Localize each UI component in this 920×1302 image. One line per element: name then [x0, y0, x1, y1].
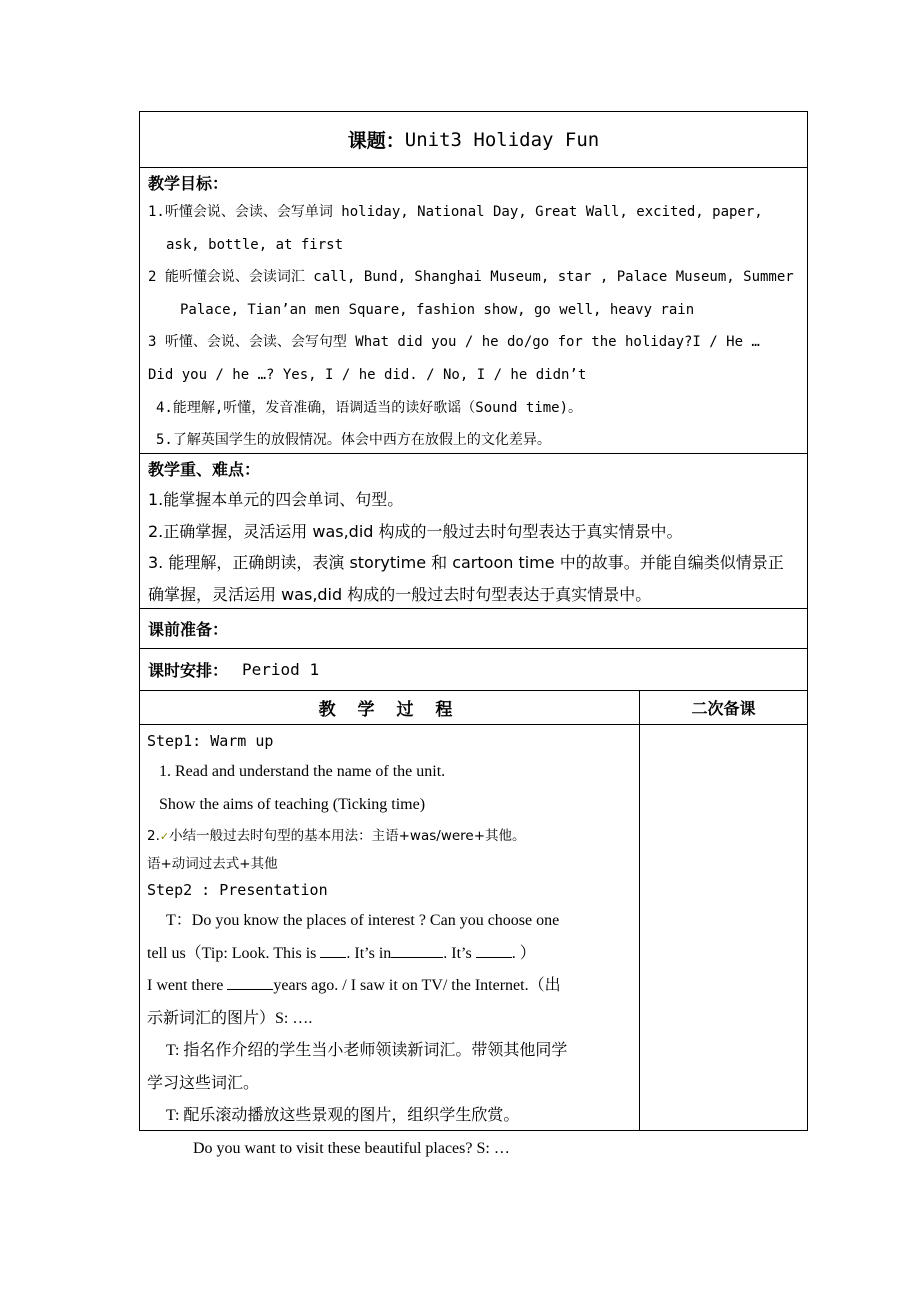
goal-line: 4.能理解,听懂，发音准确，语调适当的读好歌谣（Sound time)。 — [156, 399, 583, 416]
process-line — [147, 821, 633, 852]
step1-title: Step1: Warm up — [147, 732, 274, 750]
title-row — [140, 112, 807, 168]
process-line — [147, 970, 633, 1003]
schedule-heading: 课时安排： — [148, 661, 229, 680]
lesson-plan-table — [139, 111, 808, 1157]
goal-line: Did you / he …? Yes, I / he did. / No, I / he didn’t — [148, 366, 587, 383]
second-prep-column — [640, 691, 807, 1130]
schedule-row — [140, 649, 807, 691]
tick-mark-icon: ✓ — [159, 830, 170, 843]
goal-line: 1.听懂会说、会读、会写单词 holiday, National Day, Great Wall, excited, paper, — [148, 204, 763, 220]
keypoint-line: 1.能掌握本单元的四会单词、句型。 — [148, 490, 404, 509]
schedule-value: Period 1 — [242, 660, 320, 679]
goal-line: 5.了解英国学生的放假情况。体会中西方在放假上的文化差异。 — [156, 432, 551, 449]
keypoint-line: 3. 能理解，正确朗读，表演 storytime 和 cartoon time 中的故事。并能自编类似情景正确掌握，灵活运用 was,did 构成的一般过去时句型表达于真实情景中。 — [148, 553, 784, 604]
goal-line: ask, bottle, at first — [166, 236, 344, 253]
line-part: . It’s in — [346, 944, 392, 962]
fill-blank — [320, 943, 346, 958]
process-line: 1. Read and understand the name of the unit. — [159, 763, 446, 780]
process-line: T: 配乐滚动播放这些景观的图片，组织学生欣赏。 — [166, 1107, 520, 1124]
line-part: . ） — [511, 944, 536, 962]
goal-line: Palace, Tian’an men Square, fashion show, go well, heavy rain — [180, 301, 695, 318]
process-line: T：Do you know the places of interest ? Can you choose one — [166, 912, 560, 929]
title-label: 课题： — [347, 130, 405, 152]
process-line: 学习这些词汇。 — [147, 1074, 260, 1092]
process-heading: 教 学 过 程 — [140, 691, 639, 725]
line-part: . It’s — [443, 944, 472, 962]
process-line: 示新词汇的图片）S: …. — [147, 1009, 313, 1027]
second-prep-heading: 二次备课 — [640, 691, 807, 725]
item-text: 小结一般过去时句型的基本用法：主语+was/were+其他。 — [169, 828, 526, 844]
fill-blank — [391, 943, 443, 958]
keypoint-line: 2.正确掌握，灵活运用 was,did 构成的一般过去时句型表达于真实情景中。 — [148, 521, 683, 541]
preparation-row — [140, 609, 807, 649]
goal-line: 2 能听懂会说、会读词汇 call, Bund, Shanghai Museum, star , Palace Museum, Summer — [148, 269, 794, 286]
title-value: Unit3 Holiday Fun — [404, 128, 600, 151]
process-line: 语+动词过去式+其他 — [147, 856, 278, 872]
fill-blank — [476, 943, 512, 958]
keypoints-heading: 教学重、难点： — [148, 460, 261, 479]
fill-blank — [227, 975, 273, 990]
teaching-goals-section — [140, 168, 807, 454]
goals-heading: 教学目标： — [148, 174, 229, 193]
process-body — [140, 725, 639, 1157]
line-part: tell us（Tip: Look. This is — [147, 944, 317, 962]
process-line: Do you want to visit these beautiful places? S: … — [193, 1139, 510, 1157]
key-points-section — [140, 454, 807, 609]
process-section — [140, 691, 807, 1157]
line-part: years ago. / I saw it on TV/ the Internet.（出 — [273, 977, 561, 994]
process-main-column — [140, 691, 640, 1157]
goal-line: 3 听懂、会说、会读、会写句型 What did you / he do/go for the holiday?I / He … — [148, 334, 760, 351]
item-number: 2. — [147, 828, 160, 844]
process-line — [147, 938, 633, 971]
process-line: T: 指名作介绍的学生当小老师领读新词汇。带领其他同学 — [166, 1042, 568, 1059]
process-line: Show the aims of teaching (Ticking time) — [159, 795, 426, 813]
step2-title: Step2 : Presentation — [147, 881, 328, 899]
line-part: I went there — [147, 977, 224, 994]
preparation-heading: 课前准备： — [148, 620, 229, 639]
